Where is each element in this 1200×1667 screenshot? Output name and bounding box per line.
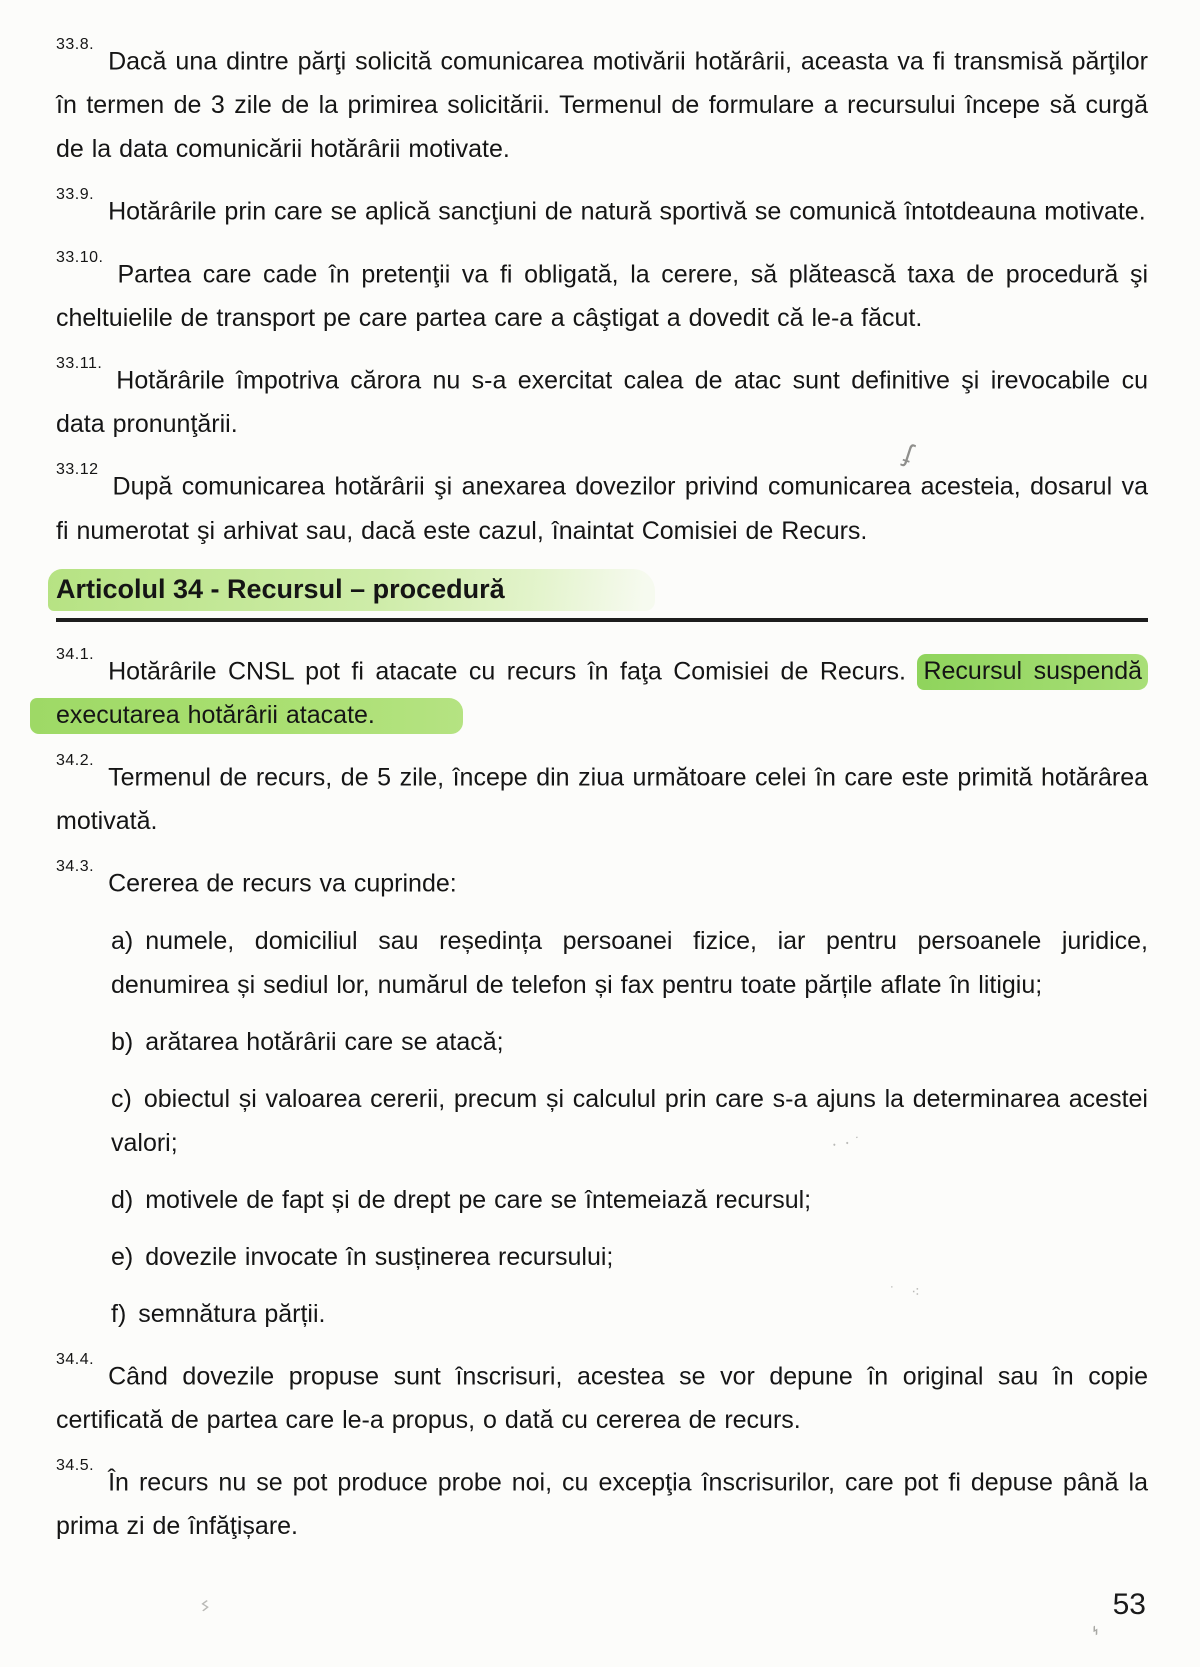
paragraph-text-34-2: Termenul de recurs, de 5 zile, începe din ziua următoare celei în care este primită hotărârea motivată. xyxy=(56,763,1148,836)
paragraph-34-1 xyxy=(56,644,1148,737)
list-item-a-label: a) xyxy=(111,926,134,955)
paragraph-text-33-12: După comunicarea hotărârii şi anexarea dovezilor privind comunicarea acesteia, dosarul va fi numerotat şi arhivat sau, dacă este cazul, înaintat Comisiei de Recurs. xyxy=(56,472,1148,545)
list-item-e xyxy=(111,1235,1148,1279)
paragraph-33-8 xyxy=(56,34,1148,171)
paragraph-number-34-5: 34.5. xyxy=(56,1456,95,1474)
paragraph-number-33-10: 33.10. xyxy=(56,248,104,266)
list-item-c-text: obiectul și valoarea cererii, precum și calculul prin care s-a ajuns la determinarea acestei valori; xyxy=(111,1084,1148,1157)
list-item-b xyxy=(111,1020,1148,1064)
green-highlight-recursul-suspenda: Recursul suspendă xyxy=(917,654,1148,690)
paragraph-text-34-5: În recurs nu se pot produce probe noi, cu excepţia înscrisurilor, care pot fi depuse până la prima zi de înfăţișare. xyxy=(56,1468,1148,1541)
paragraph-number-34-2: 34.2. xyxy=(56,751,95,769)
list-item-c xyxy=(111,1077,1148,1165)
list-item-b-label: b) xyxy=(111,1027,134,1056)
scan-artifact-speck-1: ϟ xyxy=(196,1597,213,1617)
paragraph-text-34-4: Când dovezile propuse sunt înscrisuri, acestea se vor depune în original sau în copie certificată de partea care le-a propus, o dată cu cererea de recurs. xyxy=(56,1361,1148,1434)
paragraph-34-4 xyxy=(56,1349,1148,1442)
heading-underline-rule xyxy=(56,618,1148,622)
scan-artifact-dots-1: ᛫᛫˙ xyxy=(828,1133,867,1156)
paragraph-33-10 xyxy=(56,247,1148,340)
paragraph-34-2 xyxy=(56,750,1148,843)
paragraph-number-33-11: 33.11. xyxy=(56,354,103,372)
list-item-e-text: dovezile invocate în susținerea recursului; xyxy=(145,1242,614,1271)
paragraph-33-9 xyxy=(56,184,1148,233)
paragraph-34-3 xyxy=(56,856,1148,905)
list-item-f-text: semnătura părții. xyxy=(138,1299,326,1328)
paragraph-number-33-8: 33.8. xyxy=(56,36,95,53)
list-item-a-text: numele, domiciliul sau reședința persoanei fizice, iar pentru persoanele juridice, denumirea și sediul lor, numărul de telefon și fax pentru toate părțile aflate în litigiu; xyxy=(111,926,1148,999)
list-item-f xyxy=(111,1292,1148,1336)
paragraph-text-33-10: Partea care cade în pretenţii va fi obligată, la cerere, să plătească taxa de procedură şi cheltuielile de transport pe care partea care a câştigat a dovedit că le-a făcut. xyxy=(56,259,1148,332)
list-item-a xyxy=(111,919,1148,1007)
list-item-d xyxy=(111,1178,1148,1222)
article-34-heading xyxy=(56,567,1148,611)
paragraph-34-5 xyxy=(56,1455,1148,1548)
paragraph-text-33-9: Hotărârile prin care se aplică sancţiuni de natură sportivă se comunică întotdeauna motivate. xyxy=(108,197,1146,226)
paragraph-33-12 xyxy=(56,459,1148,552)
paragraph-number-34-3: 34.3. xyxy=(56,858,95,876)
green-highlight-executarea: executarea hotărârii atacate. xyxy=(30,698,463,734)
recurs-requirements-list xyxy=(111,919,1148,1336)
list-item-d-text: motivele de fapt și de drept pe care se întemeiază recursul; xyxy=(145,1185,812,1214)
scan-artifact-dots-2: ˙ ⁖ xyxy=(890,1284,926,1301)
paragraph-text-34-1-pre: Hotărârile CNSL pot fi atacate cu recurs în faţa Comisiei de Recurs. xyxy=(108,656,918,685)
paragraph-text-34-3: Cererea de recurs va cuprinde: xyxy=(108,869,457,898)
list-item-f-label: f) xyxy=(111,1299,127,1328)
list-item-d-label: d) xyxy=(111,1185,134,1214)
list-item-b-text: arătarea hotărârii care se atacă; xyxy=(145,1027,504,1056)
page-number: 53 xyxy=(1112,1588,1146,1621)
list-item-e-label: e) xyxy=(111,1242,134,1271)
heading-green-highlight: Articolul 34 - Recursul – procedură xyxy=(48,569,655,611)
scan-artifact-squiggle: ʄ xyxy=(900,437,917,469)
paragraph-text-33-11: Hotărârile împotriva cărora nu s-a exercitat calea de atac sunt definitive şi irevocabile cu data pronunţării. xyxy=(56,366,1148,439)
paragraph-text-33-8: Dacă una dintre părţi solicită comunicarea motivării hotărârii, aceasta va fi transmisă părţilor în termen de 3 zile de la primirea solicitării. Termenul de formulare a recursului începe să curgă de la data comunicării hotărârii motivate. xyxy=(56,47,1148,164)
paragraph-number-34-1: 34.1. xyxy=(56,645,95,663)
scan-artifact-speck-2: ⌁ xyxy=(1084,1620,1108,1640)
paragraph-33-11 xyxy=(56,353,1148,446)
paragraph-number-33-9: 33.9. xyxy=(56,186,95,204)
document-content xyxy=(56,34,1148,1561)
paragraph-number-33-12: 33.12 xyxy=(56,461,99,479)
paragraph-number-34-4: 34.4. xyxy=(56,1350,95,1368)
list-item-c-label: c) xyxy=(111,1084,132,1113)
